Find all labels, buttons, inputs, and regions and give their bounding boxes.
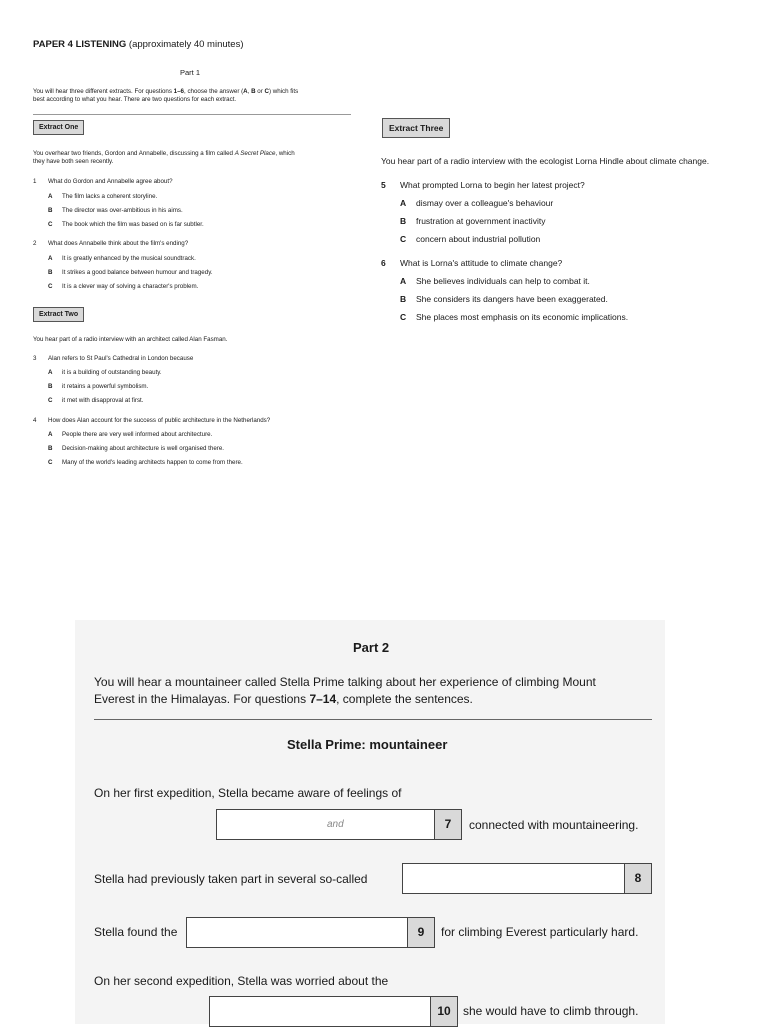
option-text: The book which the film was based on is far subtler. — [62, 221, 204, 228]
option-letter: A — [48, 431, 53, 438]
option-text: It strikes a good balance between humour and tragedy. — [62, 269, 213, 276]
option-letter: C — [400, 234, 407, 244]
question-number: 1 — [33, 178, 37, 185]
option-letter: C — [48, 283, 53, 290]
sentence-8-lead: Stella had previously taken part in several so-called — [94, 872, 368, 886]
sentence-7-lead: On her first expedition, Stella became aware of feelings of — [94, 786, 402, 800]
question-text: What is Lorna's attitude to climate change? — [400, 258, 563, 268]
extract-one-context — [33, 150, 358, 166]
option-letter: A — [48, 193, 53, 200]
question-text: What does Annabelle think about the film's ending? — [48, 240, 189, 247]
option-text: The film lacks a coherent storyline. — [62, 193, 158, 200]
option-text: Many of the world's leading architects happen to come from there. — [62, 459, 243, 466]
answer-7-hint: and — [327, 819, 344, 830]
option-letter: B — [48, 383, 53, 390]
divider — [94, 719, 652, 720]
part2-title: Part 2 — [353, 640, 390, 655]
option-letter: C — [48, 459, 53, 466]
option-text: She considers its dangers have been exaggerated. — [416, 294, 608, 304]
question-number: 2 — [33, 240, 37, 247]
option-text: concern about industrial pollution — [416, 234, 541, 244]
option-letter: C — [400, 312, 407, 322]
sentence-9-tail: for climbing Everest particularly hard. — [441, 925, 639, 939]
film-title: A Secret Place — [234, 150, 276, 157]
option-letter: B — [48, 207, 53, 214]
option-letter: B — [48, 269, 53, 276]
part2-instructions — [94, 674, 664, 708]
option-text: frustration at government inactivity — [416, 216, 546, 226]
option-letter: A — [400, 198, 407, 208]
part1-instructions — [33, 88, 358, 104]
option-text: People there are very well informed about architecture. — [62, 431, 213, 438]
option-text: It is greatly enhanced by the musical soundtrack. — [62, 255, 196, 262]
part1-title: Part 1 — [180, 68, 201, 77]
option-text: it met with disapproval at first. — [62, 397, 144, 404]
answer-8-field[interactable] — [402, 863, 652, 894]
instr-text: ) which fits — [268, 88, 299, 95]
sentence-7-tail: connected with mountaineering. — [469, 818, 639, 832]
question-text: Alan refers to St Paul's Cathedral in London because — [48, 355, 194, 362]
option-text: it is a building of outstanding beauty. — [62, 369, 162, 376]
extract-three-label: Extract Three — [382, 118, 450, 138]
extract-two-context: You hear part of a radio interview with an architect called Alan Fasman. — [33, 336, 228, 343]
option-letter: C — [48, 221, 53, 228]
extract-two-label: Extract Two — [33, 307, 84, 322]
extract-three-context: You hear part of a radio interview with the ecologist Lorna Hindle about climate change. — [381, 156, 710, 166]
question-text: What do Gordon and Annabelle agree about? — [48, 178, 173, 185]
paper-header — [33, 39, 243, 50]
answer-10-field[interactable] — [209, 996, 458, 1027]
sentence-10-tail: she would have to climb through. — [463, 1004, 639, 1018]
option-text: She places most emphasis on its economic implications. — [416, 312, 629, 322]
option-text: The director was over-ambitious in his aims. — [62, 207, 183, 214]
option-text: She believes individuals can help to combat it. — [416, 276, 590, 286]
context-text: , which — [275, 150, 295, 157]
instr-range: 1–6 — [173, 88, 184, 95]
sentence-9-lead: Stella found the — [94, 925, 178, 939]
sentence-10-lead: On her second expedition, Stella was worried about the — [94, 974, 389, 988]
paper-label: PAPER 4 LISTENING — [33, 39, 127, 50]
question-7-number: 7 — [434, 810, 461, 839]
option-letter: A — [48, 255, 53, 262]
question-text: What prompted Lorna to begin her latest project? — [400, 180, 585, 190]
question-number: 5 — [381, 180, 386, 190]
instr-text: , complete the sentences. — [336, 692, 473, 706]
option-letter: A — [400, 276, 407, 286]
instr-text: or — [255, 88, 265, 95]
listening-paper-page — [0, 0, 768, 480]
option-letter: A — [48, 369, 53, 376]
context-text: they have both seen recently. — [33, 158, 114, 165]
option-text: it retains a powerful symbolism. — [62, 383, 149, 390]
instr-text: Everest in the Himalayas. For questions — [94, 692, 310, 706]
answer-7-field[interactable] — [216, 809, 462, 840]
part2-subtitle: Stella Prime: mountaineer — [287, 737, 448, 752]
instr-letter: C — [264, 88, 269, 95]
option-text: dismay over a colleague's behaviour — [416, 198, 554, 208]
question-number: 3 — [33, 355, 37, 362]
question-number: 4 — [33, 417, 37, 424]
option-letter: B — [400, 216, 407, 226]
instr-letter: B — [251, 88, 256, 95]
instr-text: You will hear three different extracts. For questions — [33, 88, 174, 95]
instr-range: 7–14 — [309, 692, 337, 706]
instr-text: You will hear a mountaineer called Stella Prime talking about her experience of climbing Mount — [94, 675, 596, 689]
question-text: How does Alan account for the success of public architecture in the Netherlands? — [48, 417, 271, 424]
option-letter: C — [48, 397, 53, 404]
question-number: 6 — [381, 258, 386, 268]
extract-one-label: Extract One — [33, 120, 84, 135]
instr-text: , choose the answer ( — [184, 88, 244, 95]
question-8-number: 8 — [624, 864, 651, 893]
divider — [33, 114, 351, 115]
question-10-number: 10 — [430, 997, 457, 1026]
answer-9-field[interactable] — [186, 917, 435, 948]
option-text: It is a clever way of solving a character's problem. — [62, 283, 199, 290]
question-9-number: 9 — [407, 918, 434, 947]
option-letter: B — [48, 445, 53, 452]
context-text: You overhear two friends, Gordon and Annabelle, discussing a film called — [33, 150, 235, 157]
option-text: Decision-making about architecture is well organised there. — [62, 445, 224, 452]
instr-text: , — [247, 88, 252, 95]
option-letter: B — [400, 294, 407, 304]
instr-text: best according to what you hear. There are two questions for each extract. — [33, 96, 237, 103]
instr-letter: A — [243, 88, 248, 95]
paper-duration: (approximately 40 minutes) — [128, 39, 244, 50]
